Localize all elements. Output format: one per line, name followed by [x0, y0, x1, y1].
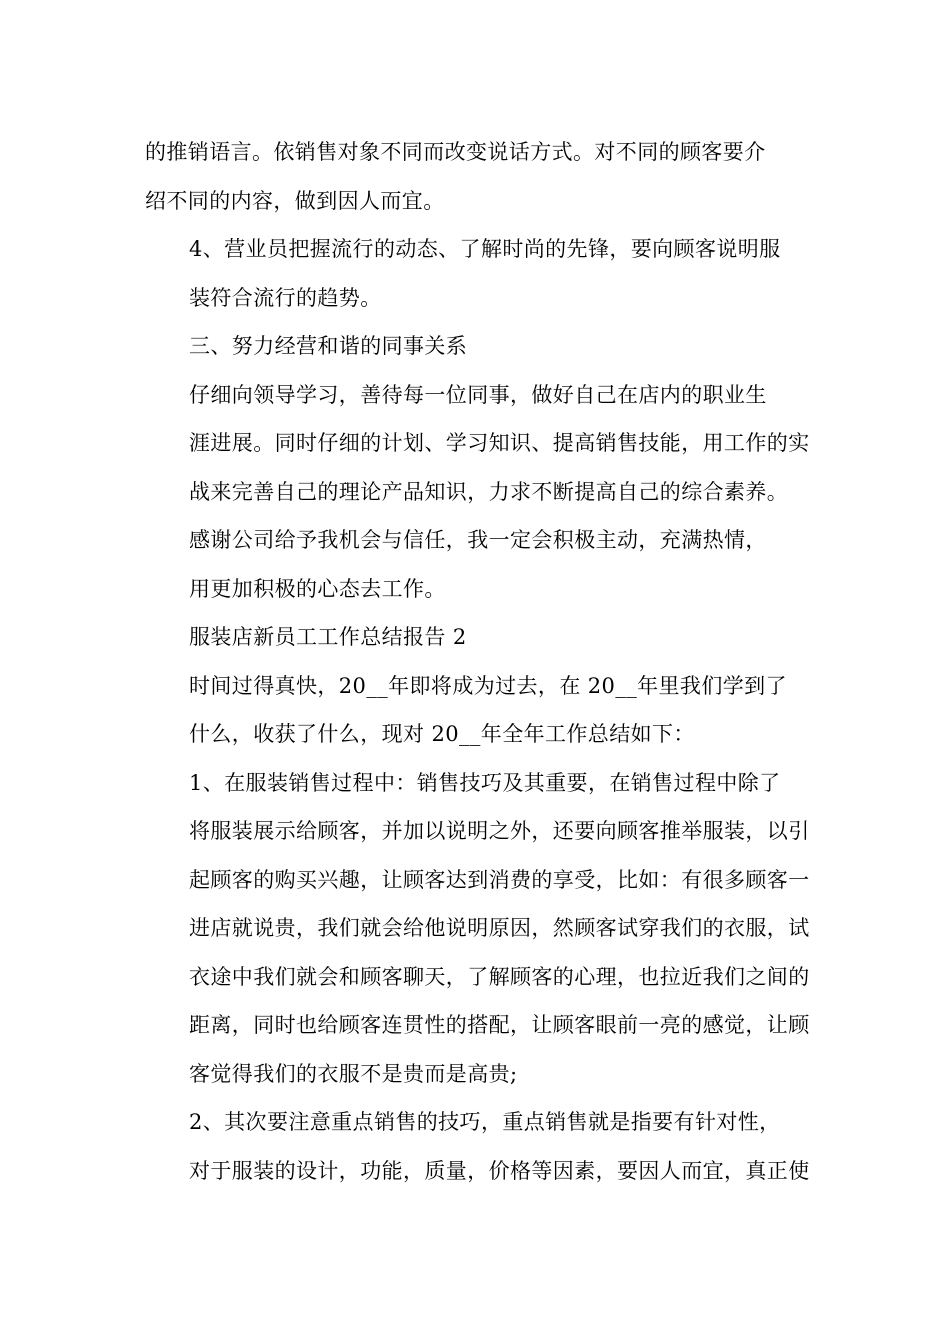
- text-line: 仔细向领导学习，善待每一位同事，做好自己在店内的职业生: [189, 382, 767, 407]
- document-body: [145, 128, 810, 1195]
- paragraph-sales-language: [145, 128, 810, 225]
- text-line: 感谢公司给予我机会与信任，我一定会积极主动，充满热情，: [189, 528, 767, 552]
- text-line: 衣途中我们就会和顾客聊天，了解顾客的心理，也拉近我们之间的: [189, 964, 810, 989]
- text-line: 装符合流行的趋势。: [189, 285, 382, 310]
- text-line: 将服装展示给顾客，并加以说明之外，还要向顾客推举服装，以引: [189, 819, 810, 843]
- paragraph-item-1-sales-skills: [145, 759, 810, 1099]
- text-line: 战来完善自己的理论产品知识，力求不断提高自己的综合素养。: [189, 479, 789, 504]
- text-line: 时间过得真快，20__年即将成为过去，在 20__年里我们学到了: [189, 673, 787, 698]
- text-line: 涯进展。同时仔细的计划、学习知识、提高销售技能，用工作的实: [189, 431, 810, 455]
- paragraph-thanks: [145, 516, 810, 613]
- text-line: 距离，同时也给顾客连贯性的搭配，让顾客眼前一亮的感觉，让顾: [189, 1013, 810, 1037]
- paragraph-item-2-key-sales: [145, 1098, 810, 1195]
- text-line: 客觉得我们的衣服不是贵而是高贵;: [189, 1061, 518, 1086]
- text-line: 1、在服装销售过程中：销售技巧及其重要，在销售过程中除了: [189, 770, 781, 795]
- text-line: 4、营业员把握流行的动态、了解时尚的先锋，要向顾客说明服: [189, 237, 781, 261]
- text-line: 绍不同的内容，做到因人而宜。: [145, 188, 445, 213]
- section-heading-colleague-relations: [145, 322, 810, 371]
- paragraph-year-summary-intro: [145, 662, 810, 759]
- text-line: 对于服装的设计，功能，质量，价格等因素，要因人而宜，真正使: [189, 1158, 810, 1183]
- text-line: 什么，收获了什么，现对 20__年全年工作总结如下：: [189, 722, 695, 746]
- text-line: 的推销语言。依销售对象不同而改变说话方式。对不同的顾客要介: [145, 140, 766, 164]
- report-title-2: [145, 613, 810, 662]
- paragraph-item-4: [145, 225, 810, 322]
- text-line: 服装店新员工工作总结报告 2: [189, 625, 467, 649]
- text-line: 2、其次要注意重点销售的技巧，重点销售就是指要有针对性，: [189, 1110, 781, 1134]
- text-line: 三、努力经营和谐的同事关系: [189, 334, 468, 358]
- text-line: 起顾客的购买兴趣，让顾客达到消费的享受，比如：有很多顾客一: [189, 867, 810, 892]
- text-line: 进店就说贵，我们就会给他说明原因，然顾客试穿我们的衣服，试: [189, 916, 810, 940]
- paragraph-learn-from-leaders: [145, 371, 810, 517]
- text-line: 用更加积极的心态去工作。: [189, 576, 446, 601]
